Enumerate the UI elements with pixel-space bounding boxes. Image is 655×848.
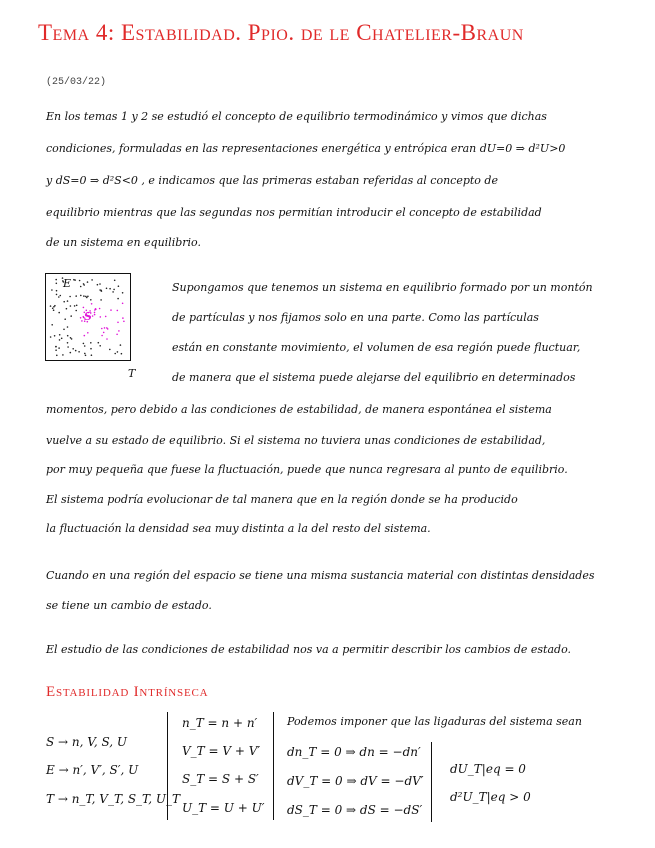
constraint-equation: dn_T = 0 ⇒ dn = −dn′ [287,745,421,759]
system-diagram [45,273,131,361]
particle-dot [83,307,85,309]
paragraph-line: de partículas y nos fijamos solo en una parte. Como las partículas [172,311,539,324]
particle-dot [63,301,65,303]
paragraph-line: la fluctuación la densidad sea muy distinta a la del resto del sistema. [46,522,431,535]
total-equation: S_T = S + S′ [182,772,259,786]
particle-dot [90,342,92,344]
particle-dot [66,308,68,310]
particle-dot [83,283,85,285]
particle-dot [60,295,62,297]
particle-dot [87,281,89,283]
particle-dot [98,342,100,344]
particle-dot [122,292,124,294]
total-system-label: T [128,367,136,380]
particle-dot [114,280,116,282]
paragraph-line: de manera que el sistema puede alejarse del equilibrio en determinados [172,371,576,384]
paragraph-line: Supongamos que tenemos un sistema en equilibrio formado por un montón [172,281,593,294]
paragraph-line: El sistema podría evolucionar de tal manera que en la región donde se ha producido [46,493,518,506]
particle-dot [62,354,64,356]
particle-dot [106,338,108,340]
particle-dot [87,332,89,334]
particle-dot [84,335,86,337]
particle-dot [58,296,60,298]
particle-dot [118,285,120,287]
separator [273,712,274,820]
particle-dot [99,345,101,347]
particle-dot [100,299,102,301]
particle-dot [122,303,124,305]
particle-dot [84,353,86,355]
constraints-intro: Podemos imponer que las ligaduras del sistema sean [287,715,582,728]
particle-dot [75,310,77,312]
particle-dot [110,309,112,311]
particle-dot [56,290,58,292]
particle-dot [121,353,123,355]
particle-dot [69,296,71,298]
particle-dot [55,346,57,348]
particle-dot [78,351,80,353]
particle-dot [67,300,69,302]
particle-dot [79,280,81,282]
particle-dot [50,305,52,307]
paragraph-line: están en constante movimiento, el volumen de esa región puede fluctuar, [172,341,581,354]
separator [431,742,432,822]
stability-condition: dU_T|eq = 0 [450,762,526,776]
particle-dot [103,332,105,334]
paragraph-line: El estudio de las condiciones de estabilidad nos va a permitir describir los cambios de estado. [46,643,572,656]
constraint-equation: dV_T = 0 ⇒ dV = −dV′ [287,774,424,788]
total-equation: n_T = n + n′ [182,716,258,730]
section-title: Estabilidad Intrínseca [46,684,209,700]
particle-dot [99,283,101,285]
particle-dot [63,329,65,331]
intro-line: de un sistema en equilibrio. [46,236,201,249]
particle-dot [92,315,94,317]
particle-dot [70,337,72,339]
particle-dot [112,291,114,293]
paragraph-line: momentos, pero debido a las condiciones de estabilidad, de manera espontánea el sistema [46,403,552,416]
particle-dot [97,284,99,286]
date: (25/03/22) [46,77,107,88]
particle-dot [106,327,108,329]
particle-dot [67,326,69,328]
particle-dot [85,355,87,357]
particle-dot [83,343,85,345]
page-title: Tema 4: Estabilidad. Ppio. de le Chatelier-Braun [38,20,524,45]
total-equation: V_T = V + V′ [182,744,261,758]
particle-dot [70,315,72,317]
particle-dot [75,350,77,352]
particle-dot [80,286,82,288]
particle-dot [53,306,55,308]
particle-dot [101,328,103,330]
particle-dot [56,294,58,296]
particle-dot [52,308,54,310]
particle-dot [94,314,96,316]
particle-dot [118,330,120,332]
particle-dot [70,305,72,307]
intro-line: y dS=0 ⇒ d²S<0 , e indicamos que las primeras estaban referidas al concepto de [46,174,498,187]
particle-dot [53,309,55,311]
particle-dot [104,327,106,329]
particle-dot [81,320,83,322]
particle-dot [114,353,116,355]
particle-dot [54,335,56,337]
system-definition: T → n_T, V_T, S_T, U_T [46,792,181,806]
particle-dot [117,310,119,312]
particle-dot [101,290,103,292]
intro-line: equilibrio mientras que las segundas nos permitían introducir el concepto de estabilidad [46,206,542,219]
particle-dot [91,279,93,281]
constraint-equation: dS_T = 0 ⇒ dS = −dS′ [287,803,423,817]
system-definition: S → n, V, S, U [46,735,127,749]
subsystem-label: S [84,310,92,323]
particle-dot [56,283,58,285]
particle-dot [59,334,61,336]
particle-dot [67,335,69,337]
particle-dot [67,342,69,344]
particle-dot [58,312,60,314]
particle-dot [99,289,101,291]
particle-dot [61,338,63,340]
stability-condition: d²U_T|eq > 0 [450,790,531,804]
particle-dot [50,336,52,338]
system-definition: E → n′, V′, S′, U [46,763,139,777]
particle-dot [72,348,74,350]
particle-dot [56,355,58,357]
particle-dot [117,322,119,324]
intro-line: condiciones, formuladas en las representaciones energética y entrópica eran dU=0 ⇒ d²U>0 [46,142,566,155]
particle-dot [117,351,119,353]
particle-dot [76,305,78,307]
particle-dot [113,289,115,291]
particle-dot [80,295,82,297]
particle-dot [116,334,118,336]
particle-dot [86,297,88,299]
particle-dot [84,345,86,347]
particle-dot [74,279,76,281]
particle-dot [67,346,69,348]
particle-dot [51,324,53,326]
particle-dot [90,299,92,301]
particle-dot [117,298,119,300]
particle-dot [75,295,77,297]
particle-dot [51,289,53,291]
paragraph-line: por muy pequeña que fuese la fluctuación, puede que nunca regresara al punto de equilibrio. [46,463,568,476]
particle-dot [99,308,101,310]
particle-dot [74,305,76,307]
particle-dot [70,352,72,354]
particle-dot [120,344,122,346]
intro-line: En los temas 1 y 2 se estudió el concepto de equilibrio termodinámico y vimos que dichas [46,110,547,123]
particle-dot [95,308,97,310]
paragraph-line: Cuando en una región del espacio se tiene una misma sustancia material con distintas densidades [46,569,595,582]
particle-dot [105,316,107,318]
particle-dot [94,312,96,314]
paragraph-line: se tiene un cambio de estado. [46,599,212,612]
particle-dot [101,335,103,337]
particle-dot [59,339,61,341]
particle-dot [91,303,93,305]
particle-dot [83,295,85,297]
particle-dot [122,317,124,319]
particle-dot [58,347,60,349]
environment-label: E [63,277,72,290]
particle-dot [109,349,111,351]
particle-dot [87,296,89,298]
paragraph-line: vuelve a su estado de equilibrio. Si el sistema no tuviera unas condiciones de estabilidad, [46,434,546,447]
particle-dot [64,318,66,320]
particle-dot [55,279,57,281]
total-equation: U_T = U + U′ [182,801,265,815]
particle-dot [106,288,108,290]
particle-dot [90,348,92,350]
particle-dot [55,349,57,351]
particle-dot [109,288,111,290]
particle-dot [80,317,82,319]
particle-dot [100,316,102,318]
separator [167,712,168,820]
particle-dot [91,354,93,356]
particle-dot [123,321,125,323]
